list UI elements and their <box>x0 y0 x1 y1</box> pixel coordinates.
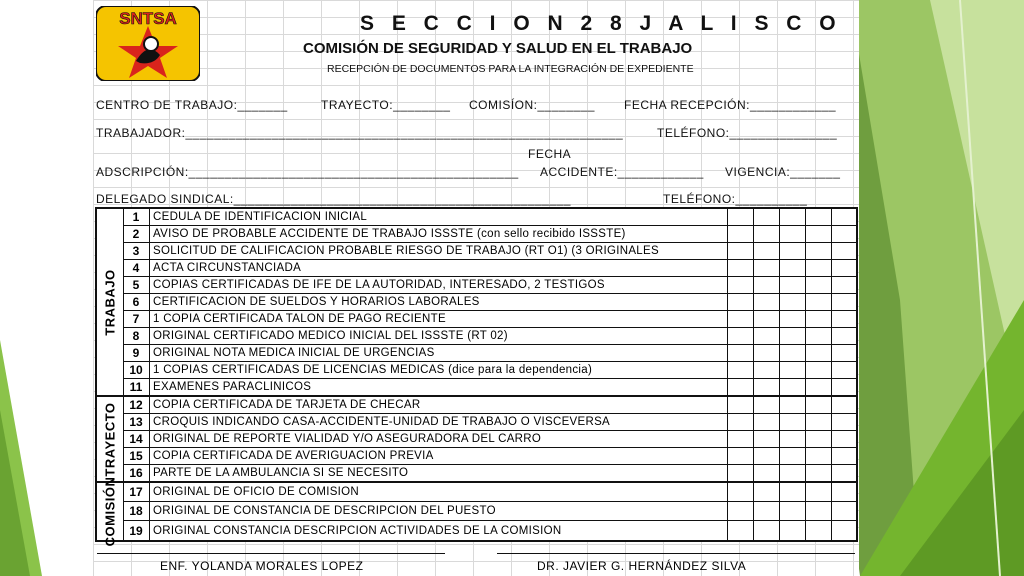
item-number: 13 <box>129 415 143 429</box>
check-cell[interactable] <box>805 209 831 225</box>
item-description: 1 COPIA CERTIFICADA TALÓN DE PAGO RECIENTE <box>153 313 446 325</box>
field-telefono[interactable]: TELÉFONO:_______________ <box>657 126 838 140</box>
check-cell[interactable] <box>753 243 779 259</box>
check-cell[interactable] <box>831 431 857 447</box>
check-cell[interactable] <box>779 397 805 413</box>
check-cell[interactable] <box>753 362 779 378</box>
check-cell[interactable] <box>779 209 805 225</box>
check-cell[interactable] <box>831 294 857 310</box>
signature-line-right <box>497 553 855 554</box>
check-cell[interactable] <box>831 414 857 430</box>
check-cell[interactable] <box>779 414 805 430</box>
section-comision: COMISIÓN <box>102 476 118 547</box>
check-cell[interactable] <box>805 345 831 361</box>
item-description: ORIGINAL DE REPORTE VIALIDAD Y/O ASEGURADORA DEL CARRO <box>153 433 542 445</box>
check-cell[interactable] <box>753 521 779 540</box>
fecha-label: FECHA <box>528 147 572 161</box>
check-cell[interactable] <box>779 260 805 276</box>
check-cell[interactable] <box>727 483 753 501</box>
field-delegado-sindical[interactable]: DELEGADO SINDICAL:_______________________________________________ <box>96 192 571 206</box>
check-cell[interactable] <box>805 448 831 464</box>
check-cell[interactable] <box>805 226 831 242</box>
check-cell[interactable] <box>831 226 857 242</box>
check-cell[interactable] <box>753 465 779 481</box>
checklist-row <box>123 397 857 414</box>
item-description: AVISO DE PROBABLE ACCIDENTE DE TRABAJO ISSSTE (con sello recibido ISSSTE) <box>153 228 626 240</box>
check-cell[interactable] <box>831 483 857 501</box>
item-number: 11 <box>129 380 143 394</box>
check-cell[interactable] <box>727 345 753 361</box>
check-cell[interactable] <box>779 431 805 447</box>
check-cell[interactable] <box>727 397 753 413</box>
page-title: S E C C I O N 2 8 J A L I S C O <box>360 12 842 35</box>
check-cell[interactable] <box>831 521 857 540</box>
check-cell[interactable] <box>805 277 831 293</box>
item-description: ORIGINAL NOTA MEDICA INICIAL DE URGENCIAS <box>153 347 435 359</box>
checklist-row <box>123 379 857 397</box>
item-number: 1 <box>132 210 140 224</box>
check-cell[interactable] <box>779 243 805 259</box>
checklist-row <box>123 521 857 540</box>
field-centro-trabajo[interactable]: CENTRO DE TRABAJO:_______ <box>96 98 288 112</box>
item-number: 3 <box>132 244 140 258</box>
check-cell[interactable] <box>779 226 805 242</box>
item-number: 6 <box>132 295 140 309</box>
check-cell[interactable] <box>727 431 753 447</box>
check-cell[interactable] <box>727 311 753 327</box>
check-cell[interactable] <box>753 448 779 464</box>
check-cell[interactable] <box>805 483 831 501</box>
checklist-row <box>123 328 857 345</box>
check-cell[interactable] <box>727 294 753 310</box>
svg-text:SNTSA: SNTSA <box>119 9 177 28</box>
item-description: ORIGINAL DE CONSTANCIA DE DESCRIPCIÓN DEL PUESTO <box>153 505 496 517</box>
item-number: 17 <box>129 485 143 499</box>
page-subsubtitle: RECEPCIÓN DE DOCUMENTOS PARA LA INTEGRACIÓN DE EXPEDIENTE <box>327 63 694 75</box>
check-cell[interactable] <box>831 502 857 520</box>
item-description: CROQUIS INDICANDO CASA-ACCIDENTE-UNIDAD DE TRABAJO O VISCEVERSA <box>153 416 611 428</box>
check-cell[interactable] <box>727 226 753 242</box>
item-number: 4 <box>132 261 140 275</box>
item-description: 1 COPIAS CERTIFICADAS DE LICENCIAS MEDICAS (dice para la dependencia) <box>153 364 593 376</box>
check-cell[interactable] <box>753 209 779 225</box>
check-cell[interactable] <box>779 328 805 344</box>
check-cell[interactable] <box>831 209 857 225</box>
check-cell[interactable] <box>753 397 779 413</box>
check-cell[interactable] <box>831 379 857 395</box>
item-description: CERTIFICACIÓN DE SUELDOS Y HORARIOS LABORALES <box>153 296 480 308</box>
check-cell[interactable] <box>779 521 805 540</box>
check-cell[interactable] <box>805 521 831 540</box>
checklist-row <box>123 431 857 448</box>
checklist-row <box>123 502 857 521</box>
checklist-row <box>123 345 857 362</box>
check-cell[interactable] <box>805 243 831 259</box>
item-number: 2 <box>132 227 140 241</box>
checklist-row <box>123 243 857 260</box>
check-cell[interactable] <box>805 431 831 447</box>
check-cell[interactable] <box>727 362 753 378</box>
check-cell[interactable] <box>753 379 779 395</box>
check-cell[interactable] <box>805 379 831 395</box>
field-comision[interactable]: COMISÍON:________ <box>469 98 595 112</box>
section-trayecto: TRAYECTO <box>97 397 123 483</box>
item-description: PARTE DE LA AMBULANCIA SI SE NECESITO <box>153 467 409 479</box>
check-cell[interactable] <box>727 243 753 259</box>
checklist-row <box>123 294 857 311</box>
item-number: 5 <box>132 278 140 292</box>
check-cell[interactable] <box>727 465 753 481</box>
check-cell[interactable] <box>727 328 753 344</box>
item-description: COPIA CERTIFICADA DE AVERIGUACION PREVIA <box>153 450 434 462</box>
check-cell[interactable] <box>831 345 857 361</box>
check-cell[interactable] <box>805 311 831 327</box>
check-cell[interactable] <box>753 260 779 276</box>
checklist-row <box>123 448 857 465</box>
check-cell[interactable] <box>753 431 779 447</box>
check-cell[interactable] <box>831 311 857 327</box>
signature-line-left <box>97 553 445 554</box>
item-description: SOLICITUD DE CALIFICACIÓN PROBABLE RIESGO DE TRABAJO (RT O1) (3 ORIGINALES <box>153 245 659 257</box>
item-description: ACTA CIRCUNSTANCIADA <box>153 262 302 274</box>
check-cell[interactable] <box>779 311 805 327</box>
check-cell[interactable] <box>727 260 753 276</box>
checklist-row <box>123 226 857 243</box>
checklist-row <box>123 414 857 431</box>
item-number: 9 <box>132 346 140 360</box>
field-trayecto[interactable]: TRAYECTO:________ <box>321 98 451 112</box>
item-description: ORIGINAL CERTIFICADO MEDICO INICIAL DEL ISSSTE (RT 02) <box>153 330 508 342</box>
check-cell[interactable] <box>779 362 805 378</box>
check-cell[interactable] <box>779 483 805 501</box>
check-cell[interactable] <box>779 294 805 310</box>
checklist-row <box>123 311 857 328</box>
check-cell[interactable] <box>831 362 857 378</box>
item-number: 18 <box>129 504 143 518</box>
signature-right-name: DR. JAVIER G. HERNÁNDEZ SILVA <box>537 559 747 573</box>
check-cell[interactable] <box>727 277 753 293</box>
check-cell[interactable] <box>779 465 805 481</box>
check-cell[interactable] <box>753 414 779 430</box>
item-number: 10 <box>129 363 143 377</box>
check-cell[interactable] <box>727 379 753 395</box>
check-cell[interactable] <box>727 209 753 225</box>
check-cell[interactable] <box>831 465 857 481</box>
item-number: 12 <box>129 398 143 412</box>
page-subtitle: COMISIÓN DE SEGURIDAD Y SALUD EN EL TRABAJO <box>303 40 693 57</box>
check-cell[interactable] <box>805 414 831 430</box>
check-cell[interactable] <box>805 294 831 310</box>
check-cell[interactable] <box>831 243 857 259</box>
check-cell[interactable] <box>805 397 831 413</box>
item-number: 14 <box>129 432 143 446</box>
check-cell[interactable] <box>805 465 831 481</box>
sntsa-logo <box>96 6 200 81</box>
check-cell[interactable] <box>831 448 857 464</box>
field-trabajador[interactable]: TRABAJADOR:_____________________________________________________________ <box>96 126 624 140</box>
check-cell[interactable] <box>753 345 779 361</box>
item-number: 15 <box>129 449 143 463</box>
item-number: 16 <box>129 466 143 480</box>
check-cell[interactable] <box>727 502 753 520</box>
checklist-row <box>123 277 857 294</box>
checklist-row <box>123 209 857 226</box>
check-cell[interactable] <box>753 294 779 310</box>
check-cell[interactable] <box>753 226 779 242</box>
check-cell[interactable] <box>753 277 779 293</box>
field-telefono-delegado[interactable]: TELÉFONO:__________ <box>663 192 808 206</box>
check-cell[interactable] <box>727 414 753 430</box>
field-vigencia[interactable]: VIGENCIA:_______ <box>725 165 841 179</box>
field-adscripcion[interactable]: ADSCRIPCIÓN:______________________________________________ <box>96 165 519 179</box>
item-description: COPIAS CERTIFICADAS DE IFE DE LA AUTORIDAD, INTERESADO, 2 TESTIGOS <box>153 279 605 291</box>
check-cell[interactable] <box>779 502 805 520</box>
check-cell[interactable] <box>805 502 831 520</box>
check-cell[interactable] <box>779 448 805 464</box>
check-cell[interactable] <box>727 448 753 464</box>
item-description: EXÁMENES PARACLÍNICOS <box>153 381 312 393</box>
documents-checklist <box>95 207 858 547</box>
item-description: CEDULA DE IDENTIFICACIÓN INICIAL <box>153 211 368 223</box>
item-number: 8 <box>132 329 140 343</box>
check-cell[interactable] <box>805 362 831 378</box>
item-number: 19 <box>129 523 143 538</box>
check-cell[interactable] <box>727 521 753 540</box>
check-cell[interactable] <box>831 277 857 293</box>
item-description: ORIGINAL CONSTANCIA DESCRIPCIÓN ACTIVIDADES DE LA COMISIÓN <box>153 524 562 537</box>
checklist-row <box>123 483 857 502</box>
check-cell[interactable] <box>753 502 779 520</box>
item-description: COPIA CERTIFICADA DE TARJETA DE CHECAR <box>153 399 421 411</box>
checklist-row <box>123 362 857 379</box>
checklist-row <box>123 260 857 277</box>
check-cell[interactable] <box>831 260 857 276</box>
check-cell[interactable] <box>805 260 831 276</box>
check-cell[interactable] <box>779 379 805 395</box>
check-cell[interactable] <box>753 311 779 327</box>
item-number: 7 <box>132 312 140 326</box>
checklist-row <box>123 465 857 483</box>
check-cell[interactable] <box>831 328 857 344</box>
signature-left-name: ENF. YOLANDA MORALES LOPEZ <box>160 559 364 573</box>
field-accidente[interactable]: ACCIDENTE:____________ <box>540 165 704 179</box>
field-fecha-recepcion[interactable]: FECHA RECEPCIÓN:____________ <box>624 98 837 112</box>
check-cell[interactable] <box>805 328 831 344</box>
check-cell[interactable] <box>779 277 805 293</box>
check-cell[interactable] <box>831 397 857 413</box>
check-cell[interactable] <box>779 345 805 361</box>
check-cell[interactable] <box>753 328 779 344</box>
check-cell[interactable] <box>753 483 779 501</box>
item-description: ORIGINAL DE OFICIO DE COMISIÓN <box>153 486 360 498</box>
section-trabajo: TRABAJO <box>97 209 123 397</box>
